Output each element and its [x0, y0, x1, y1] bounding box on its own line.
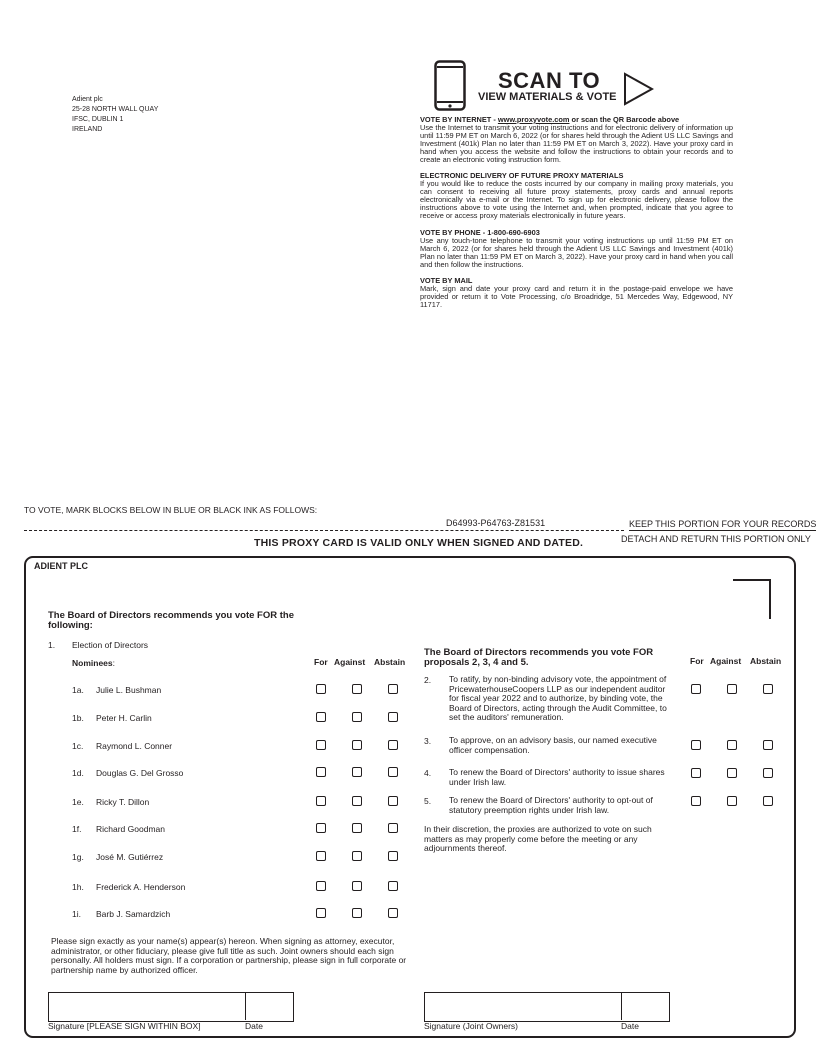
- column-against: Against: [334, 657, 366, 667]
- proposal-text: To renew the Board of Directors' authority to issue shares under Irish law.: [449, 767, 665, 787]
- nominee-for-checkbox[interactable]: [316, 881, 326, 891]
- play-arrow-icon: [622, 72, 654, 106]
- nominee-abstain-checkbox[interactable]: [388, 823, 398, 833]
- nominee-name: Barb J. Samardzich: [96, 909, 171, 919]
- heading-prefix: VOTE BY INTERNET -: [420, 115, 498, 124]
- joint-date-label: Date: [621, 1021, 639, 1031]
- nominee-abstain-checkbox[interactable]: [388, 767, 398, 777]
- proposal-1-title: Election of Directors: [72, 640, 149, 650]
- proposal-against-checkbox[interactable]: [727, 796, 737, 806]
- vote-mail-body: Mark, sign and date your proxy card and return it in the postage-paid envelope we have provided or return it to Vote Processing, c/o Broadridge, 51 Mercedes Way, Edgewood, NY 11717.: [420, 283, 733, 309]
- nominee-against-checkbox[interactable]: [352, 908, 362, 918]
- nominee-against-checkbox[interactable]: [352, 684, 362, 694]
- recommendation-2: The Board of Directors recommends you vote FOR proposals 2, 3, 4 and 5.: [424, 647, 654, 668]
- nominee-abstain-checkbox[interactable]: [388, 740, 398, 750]
- address-line: IRELAND: [72, 126, 103, 133]
- nominee-id: 1d.: [72, 768, 84, 778]
- nominee-name: Ricky T. Dillon: [96, 797, 150, 807]
- nominee-for-checkbox[interactable]: [316, 740, 326, 750]
- vote-phone-body: Use any touch-tone telephone to transmit your voting instructions up until 11:59 PM ET on March 6, 2022 (or for shares held through the Adient US LLC Savings and Investment (401k) Plan no later than 11:59 PM ET on March 3, 2022). Have your proxy card in hand when you call and then follow the instructions.: [420, 235, 733, 269]
- nominee-for-checkbox[interactable]: [316, 684, 326, 694]
- nominee-name: Julie L. Bushman: [96, 685, 162, 695]
- address-line: IFSC, DUBLIN 1: [72, 116, 124, 123]
- nominee-id: 1h.: [72, 882, 84, 892]
- proposal-number: 5.: [424, 796, 432, 806]
- proposal-for-checkbox[interactable]: [691, 684, 701, 694]
- vote-internet-section: [420, 116, 733, 163]
- proposal-abstain-checkbox[interactable]: [763, 796, 773, 806]
- mailing-address: [72, 95, 158, 135]
- proposal-abstain-checkbox[interactable]: [763, 768, 773, 778]
- valid-notice: THIS PROXY CARD IS VALID ONLY WHEN SIGNED AND DATED.: [254, 537, 584, 549]
- nominee-abstain-checkbox[interactable]: [388, 712, 398, 722]
- nominee-name: José M. Gutiérrez: [96, 852, 164, 862]
- joint-signature-label: Signature (Joint Owners): [424, 1021, 519, 1031]
- nominee-id: 1i.: [72, 909, 81, 919]
- nominee-for-checkbox[interactable]: [316, 796, 326, 806]
- mobile-phone-icon: [434, 60, 466, 111]
- proposal-number: 3.: [424, 736, 432, 746]
- nominee-id: 1g.: [72, 852, 84, 862]
- column-for-2: For: [690, 656, 704, 666]
- nominee-abstain-checkbox[interactable]: [388, 908, 398, 918]
- column-for: For: [314, 657, 328, 667]
- electronic-delivery-heading: ELECTRONIC DELIVERY OF FUTURE PROXY MATERIALS: [420, 171, 624, 180]
- proposal-text: To renew the Board of Directors' authority to opt-out of statutory preemption rights under Irish law.: [449, 795, 653, 815]
- date-divider: [245, 992, 246, 1020]
- proposal-against-checkbox[interactable]: [727, 768, 737, 778]
- discretion-text: In their discretion, the proxies are authorized to vote on such matters as may properly come before the meeting or any adjournments thereof.: [424, 824, 652, 853]
- nominee-against-checkbox[interactable]: [352, 767, 362, 777]
- proposal-against-checkbox[interactable]: [727, 684, 737, 694]
- nominee-against-checkbox[interactable]: [352, 740, 362, 750]
- electronic-delivery-body: If you would like to reduce the costs incurred by our company in mailing proxy materials, you can consent to receiving all future proxy statements, proxy cards and annual reports electronically via e-mail or the Internet. To sign up for electronic delivery, please follow the instructions above to vote using the Internet and, when prompted, indicate that you agree to receive or access proxy materials electronically in future years.: [420, 178, 733, 220]
- vote-internet-body: Use the Internet to transmit your voting instructions and for electronic delivery of information up until 11:59 PM ET on March 6, 2022 (or for shares held through the Adient US LLC Savings and Investment (401k) Plan no later than 11:59 PM ET on March 3, 2022). Have your proxy card in hand when you access the website and follow the instructions to obtain your records and to create an electronic voting instruction form.: [420, 122, 733, 164]
- nominee-id: 1c.: [72, 741, 84, 751]
- nominees-label: [72, 658, 115, 668]
- nominee-against-checkbox[interactable]: [352, 712, 362, 722]
- detach-line: [24, 530, 624, 531]
- proposal-abstain-checkbox[interactable]: [763, 684, 773, 694]
- vote-mail-section: [420, 277, 733, 309]
- nominees-colon: :: [112, 658, 115, 668]
- nominee-name: Richard Goodman: [96, 824, 165, 834]
- nominee-for-checkbox[interactable]: [316, 823, 326, 833]
- nominee-abstain-checkbox[interactable]: [388, 851, 398, 861]
- proposal-abstain-checkbox[interactable]: [763, 740, 773, 750]
- signature-label: Signature [PLEASE SIGN WITHIN BOX]: [48, 1021, 201, 1031]
- column-abstain-2: Abstain: [750, 656, 782, 666]
- proxyvote-link[interactable]: www.proxyvote.com: [497, 115, 570, 124]
- vote-phone-section: [420, 229, 733, 269]
- address-line: 25-28 NORTH WALL QUAY: [72, 106, 159, 113]
- nominee-for-checkbox[interactable]: [316, 767, 326, 777]
- proposal-for-checkbox[interactable]: [691, 796, 701, 806]
- nominee-name: Peter H. Carlin: [96, 713, 152, 723]
- signature-box[interactable]: [48, 992, 294, 1022]
- nominee-against-checkbox[interactable]: [352, 796, 362, 806]
- electronic-delivery-section: [420, 172, 733, 219]
- nominee-id: 1b.: [72, 713, 84, 723]
- joint-date-divider: [621, 992, 622, 1020]
- nominees-label-text: Nominees: [72, 658, 113, 668]
- sign-instructions: Please sign exactly as your name(s) appear(s) hereon. When signing as attorney, executor, administrator, or other fiduciary, please give full title as such. Joint owners should each sign personally. All holders must sign. If a corporation or partnership, please sign in full corporate or partnership name by authorized officer.: [51, 936, 407, 975]
- corner-mark: [733, 579, 771, 619]
- detach-portion-label: DETACH AND RETURN THIS PORTION ONLY: [621, 534, 811, 544]
- company-name: ADIENT PLC: [34, 561, 88, 571]
- nominee-abstain-checkbox[interactable]: [388, 796, 398, 806]
- column-abstain: Abstain: [374, 657, 406, 667]
- nominee-id: 1f.: [72, 824, 82, 834]
- date-label: Date: [245, 1021, 263, 1031]
- nominee-name: Douglas G. Del Grosso: [96, 768, 184, 778]
- nominee-for-checkbox[interactable]: [316, 851, 326, 861]
- nominee-id: 1e.: [72, 797, 84, 807]
- address-line: Adient plc: [72, 96, 103, 103]
- column-against-2: Against: [710, 656, 742, 666]
- nominee-for-checkbox[interactable]: [316, 712, 326, 722]
- nominee-name: Frederick A. Henderson: [96, 882, 186, 892]
- proposal-number: 2.: [424, 675, 432, 685]
- proposal-for-checkbox[interactable]: [691, 768, 701, 778]
- heading-suffix: or scan the QR Barcode above: [569, 115, 680, 124]
- proposal-1-number: 1.: [48, 640, 56, 650]
- recommendation-1: The Board of Directors recommends you vote FOR the following:: [48, 610, 294, 631]
- nominee-abstain-checkbox[interactable]: [388, 881, 398, 891]
- proposal-text: To ratify, by non-binding advisory vote, the appointment of PricewaterhouseCoopers LLP as our independent auditor for fiscal year 2022 and to authorize, by binding vote, the Board of Directors, acting through the Audit Committee, to set the auditors' remuneration.: [449, 674, 667, 722]
- marking-instructions: TO VOTE, MARK BLOCKS BELOW IN BLUE OR BLACK INK AS FOLLOWS:: [24, 505, 318, 515]
- proposal-text: To approve, on an advisory basis, our named executive officer compensation.: [449, 735, 657, 755]
- nominee-for-checkbox[interactable]: [316, 908, 326, 918]
- nominee-abstain-checkbox[interactable]: [388, 684, 398, 694]
- keep-portion-label: KEEP THIS PORTION FOR YOUR RECORDS: [629, 519, 817, 529]
- nominee-against-checkbox[interactable]: [352, 823, 362, 833]
- scan-title: SCAN TO: [498, 68, 601, 93]
- nominee-name: Raymond L. Conner: [96, 741, 173, 751]
- vote-phone-heading: VOTE BY PHONE - 1-800-690-6903: [420, 228, 540, 237]
- nominee-against-checkbox[interactable]: [352, 881, 362, 891]
- vote-mail-heading: VOTE BY MAIL: [420, 276, 473, 285]
- control-number: D64993-P64763-Z81531: [443, 518, 548, 528]
- proposal-for-checkbox[interactable]: [691, 740, 701, 750]
- proposal-against-checkbox[interactable]: [727, 740, 737, 750]
- proposal-number: 4.: [424, 768, 432, 778]
- nominee-against-checkbox[interactable]: [352, 851, 362, 861]
- joint-signature-box[interactable]: [424, 992, 670, 1022]
- nominee-id: 1a.: [72, 685, 84, 695]
- scan-subtitle: VIEW MATERIALS & VOTE: [478, 91, 617, 103]
